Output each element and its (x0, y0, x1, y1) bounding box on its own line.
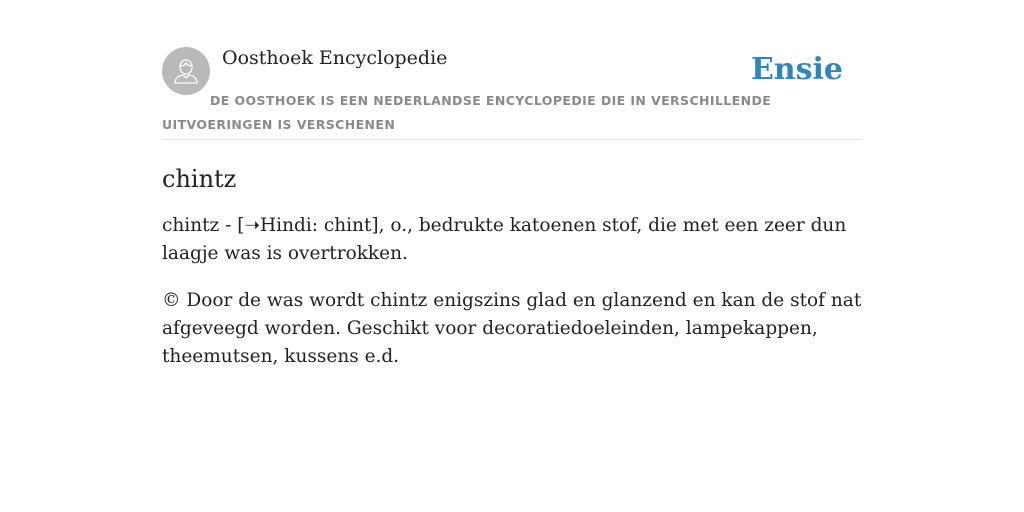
entry-note: © Door de was wordt chintz enigszins glad en glanzend en kan de stof nat afgeveegd worden. Geschikt voor decoratiedoeleinden, lampekappen, theemutsen, kussens e.d. (162, 290, 862, 367)
avatar[interactable] (162, 47, 210, 95)
header (162, 0, 862, 140)
brand-logo-link[interactable]: Ensie (750, 52, 843, 87)
user-icon (171, 56, 201, 86)
entry-definition: chintz - [➝Hindi: chint], o., bedrukte katoenen stof, die met een zeer dun laagje was is overtrokken. (162, 215, 847, 264)
entry-title: chintz (162, 165, 237, 193)
entry-content (162, 140, 862, 371)
site-title[interactable]: Oosthoek Encyclopedie (222, 47, 448, 69)
tagline: DE OOSTHOEK IS EEN NEDERLANDSE ENCYCLOPEDIE DIE IN VERSCHILLENDE UITVOERINGEN IS VERSCHENEN (162, 93, 772, 132)
page (162, 0, 862, 371)
